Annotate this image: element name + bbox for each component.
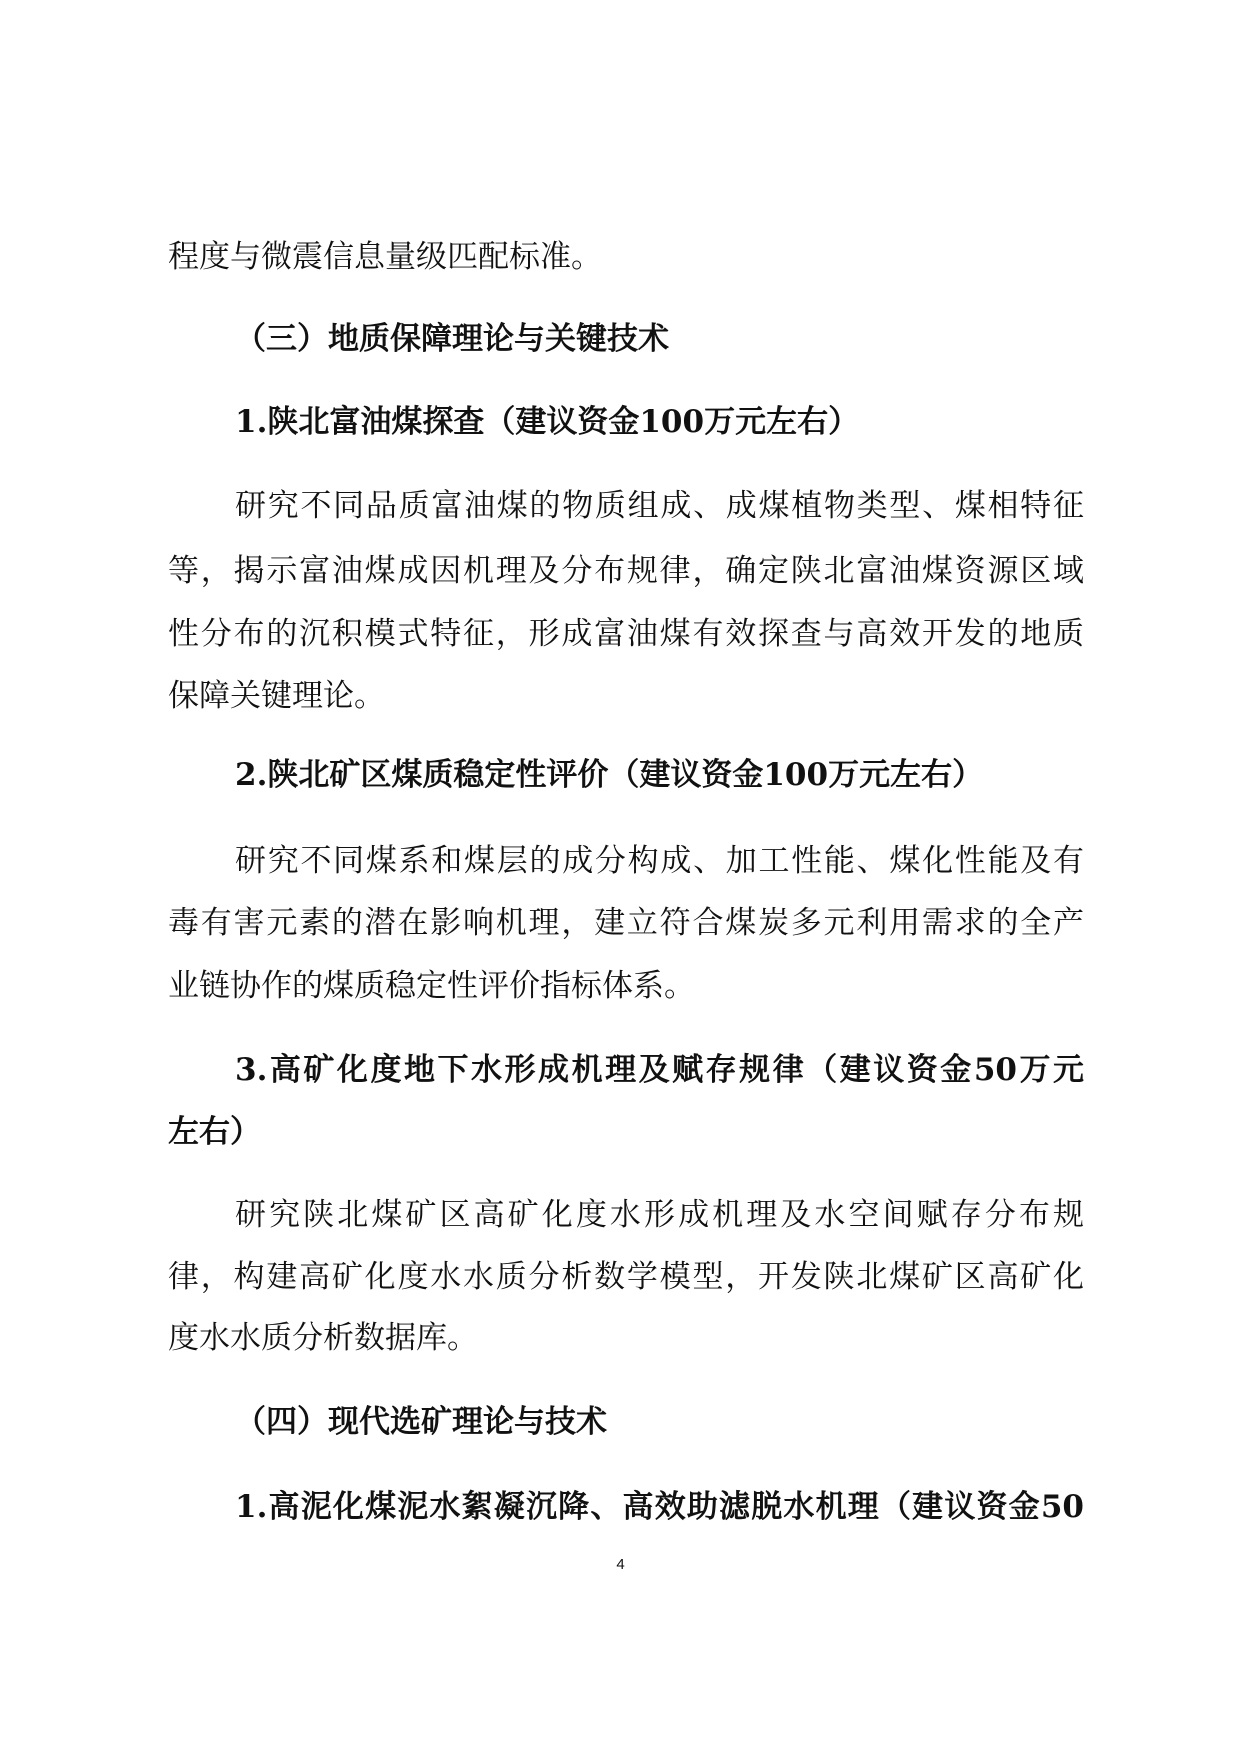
paragraph-line: 研究不同品质富油煤的物质组成、成煤植物类型、煤相特征 [235, 488, 1084, 524]
paragraph-line: 程度与微震信息量级匹配标准。 [168, 239, 602, 275]
paragraph-line: 保障关键理论。 [168, 678, 385, 714]
paragraph-line: 度水水质分析数据库。 [168, 1320, 478, 1356]
subsection-heading: 1.陕北富油煤探查（建议资金100万元左右） [235, 404, 860, 440]
subsection-heading-continued: 左右） [168, 1114, 261, 1150]
paragraph-line: 业链协作的煤质稳定性评价指标体系。 [168, 968, 695, 1004]
subsection-heading: 3.高矿化度地下水形成机理及赋存规律（建议资金50万元 [235, 1052, 1084, 1088]
paragraph-line: 研究陕北煤矿区高矿化度水形成机理及水空间赋存分布规 [235, 1197, 1084, 1233]
paragraph-line: 律，构建高矿化度水水质分析数学模型，开发陕北煤矿区高矿化 [168, 1259, 1084, 1295]
section-heading: （四）现代选矿理论与技术 [235, 1404, 607, 1440]
paragraph-line: 等，揭示富油煤成因机理及分布规律，确定陕北富油煤资源区域 [168, 553, 1084, 589]
paragraph-line: 毒有害元素的潜在影响机理，建立符合煤炭多元利用需求的全产 [168, 905, 1084, 941]
section-heading: （三）地质保障理论与关键技术 [235, 321, 669, 357]
paragraph-line: 研究不同煤系和煤层的成分构成、加工性能、煤化性能及有 [235, 843, 1084, 879]
page-number: 4 [616, 1556, 625, 1573]
paragraph-line: 性分布的沉积模式特征，形成富油煤有效探查与高效开发的地质 [168, 616, 1084, 652]
subsection-heading: 1.高泥化煤泥水絮凝沉降、高效助滤脱水机理（建议资金50 [235, 1489, 1084, 1525]
subsection-heading: 2.陕北矿区煤质稳定性评价（建议资金100万元左右） [235, 757, 984, 793]
